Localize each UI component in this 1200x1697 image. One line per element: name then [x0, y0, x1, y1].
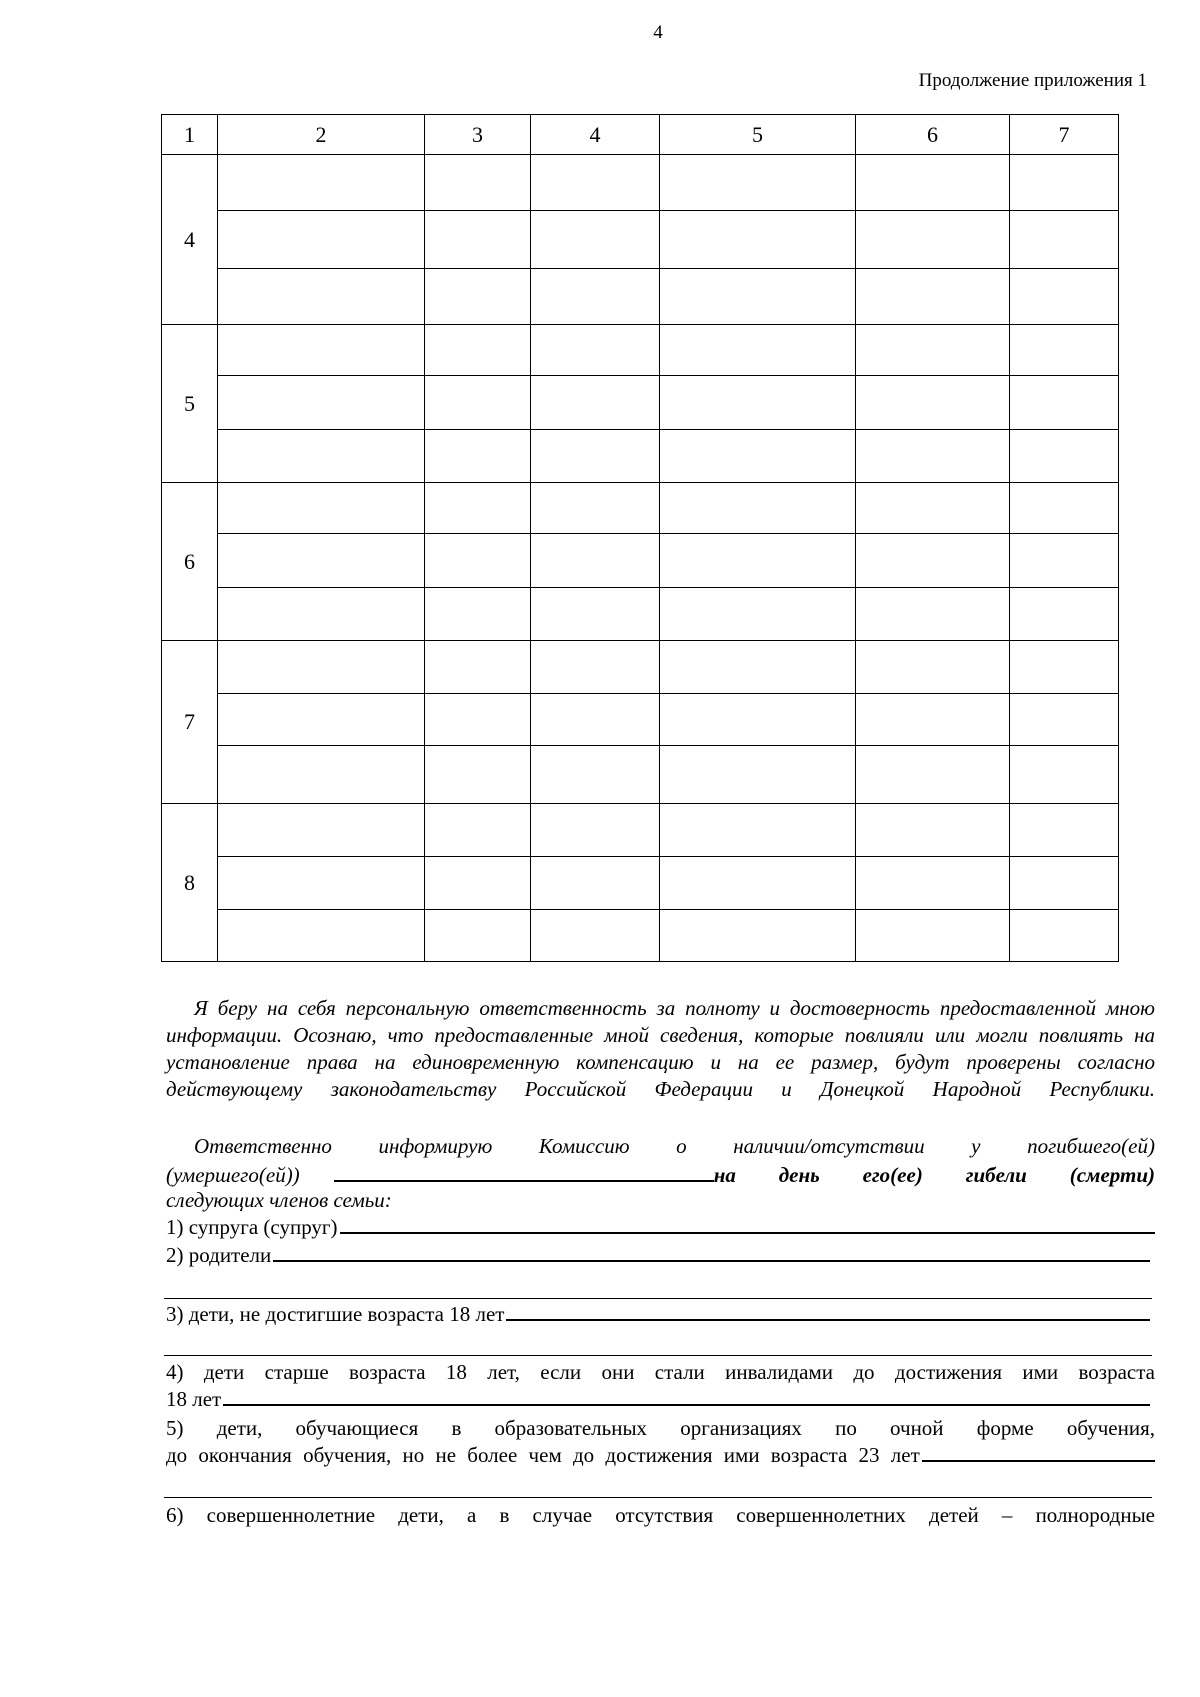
table-cell[interactable] [856, 641, 1010, 694]
table-cell[interactable] [856, 325, 1010, 376]
table-cell[interactable] [856, 430, 1010, 483]
table-cell[interactable] [425, 430, 531, 483]
table-cell[interactable] [1010, 694, 1119, 746]
table-row [162, 746, 1119, 804]
inform-line-1: Ответственно информирую Комиссию о наличии/отсутствии у погибшего(ей) [194, 1134, 1155, 1158]
table-cell[interactable] [425, 211, 531, 269]
table-cell[interactable] [218, 376, 425, 430]
table-cell[interactable] [218, 155, 425, 211]
table-cell[interactable] [856, 483, 1010, 534]
table-cell[interactable] [660, 641, 856, 694]
table-row [162, 211, 1119, 269]
item-3-field[interactable] [506, 1318, 1150, 1321]
item-5-tail: до окончания обучения, но не более чем до достижения ими возраста 23 лет [166, 1443, 920, 1467]
table-cell[interactable] [531, 430, 660, 483]
table-cell[interactable] [660, 483, 856, 534]
table-cell[interactable] [856, 746, 1010, 804]
row-group-label: 8 [162, 804, 218, 962]
table-cell[interactable] [218, 430, 425, 483]
item-2-field[interactable] [273, 1259, 1150, 1262]
table-cell[interactable] [531, 641, 660, 694]
table-cell[interactable] [660, 694, 856, 746]
table-cell[interactable] [218, 269, 425, 325]
table-cell[interactable] [1010, 588, 1119, 641]
table-cell[interactable] [425, 641, 531, 694]
table-cell[interactable] [218, 910, 425, 962]
table-row [162, 804, 1119, 857]
table-cell[interactable] [425, 694, 531, 746]
responsibility-text: Я беру на себя персональную ответственность за полноту и достоверность предоставленной мною информации. Осознаю, что предоставленные мной сведения, которые повлияли или могли повлиять на установление права на единовременную компенсацию и на ее размер, будут проверены согласно действующему законодательству Российской Федерации и Донецкой Народной Республики. [166, 996, 1155, 1101]
table-cell[interactable] [531, 804, 660, 857]
table-cell[interactable] [425, 155, 531, 211]
table-cell[interactable] [425, 269, 531, 325]
table-cell[interactable] [218, 694, 425, 746]
table-cell[interactable] [218, 483, 425, 534]
table-cell[interactable] [218, 641, 425, 694]
table-cell[interactable] [531, 155, 660, 211]
table-cell[interactable] [1010, 430, 1119, 483]
responsibility-paragraph [166, 995, 1155, 1103]
table-cell[interactable] [660, 588, 856, 641]
table-cell[interactable] [660, 269, 856, 325]
table-cell[interactable] [1010, 910, 1119, 962]
table-cell[interactable] [531, 534, 660, 588]
table-cell[interactable] [856, 155, 1010, 211]
table-cell[interactable] [1010, 376, 1119, 430]
table-cell[interactable] [1010, 804, 1119, 857]
item-3-extra-line[interactable] [164, 1355, 1152, 1356]
table-cell[interactable] [531, 588, 660, 641]
inform-bold [714, 1162, 1155, 1189]
table-row [162, 641, 1119, 694]
table-cell[interactable] [1010, 857, 1119, 910]
item-4-field[interactable] [223, 1403, 1150, 1406]
item-3-label: 3) дети, не достигшие возраста 18 лет [166, 1302, 505, 1326]
table-row [162, 534, 1119, 588]
column-header: 4 [531, 115, 660, 155]
table-cell[interactable] [660, 910, 856, 962]
inform-line-2 [166, 1160, 1155, 1189]
table-cell[interactable] [660, 534, 856, 588]
item-2 [166, 1242, 1150, 1269]
table-row [162, 376, 1119, 430]
table-cell[interactable] [1010, 534, 1119, 588]
table-cell[interactable] [531, 746, 660, 804]
table-cell[interactable] [856, 269, 1010, 325]
table-row [162, 694, 1119, 746]
deceased-name-field[interactable] [334, 1160, 714, 1182]
item-3 [166, 1301, 1150, 1328]
table-cell[interactable] [425, 376, 531, 430]
column-header: 1 [162, 115, 218, 155]
table-row [162, 910, 1119, 962]
table-row [162, 325, 1119, 376]
table-cell[interactable] [531, 211, 660, 269]
column-header: 6 [856, 115, 1010, 155]
item-5-field[interactable] [922, 1459, 1155, 1462]
item-5-extra-line[interactable] [164, 1497, 1152, 1498]
column-header: 3 [425, 115, 531, 155]
row-group-label: 6 [162, 483, 218, 641]
table-cell[interactable] [660, 430, 856, 483]
table-cell[interactable] [856, 534, 1010, 588]
table-cell[interactable] [218, 325, 425, 376]
table-cell[interactable] [856, 211, 1010, 269]
item-1 [166, 1214, 1155, 1241]
table-cell[interactable] [218, 211, 425, 269]
table-row [162, 857, 1119, 910]
table-cell[interactable] [425, 804, 531, 857]
table-cell[interactable] [531, 269, 660, 325]
table-cell[interactable] [425, 857, 531, 910]
item-5-line-2 [166, 1442, 1155, 1469]
table-row [162, 588, 1119, 641]
table-cell[interactable] [531, 376, 660, 430]
item-1-label: 1) супруга (супруг) [166, 1215, 338, 1239]
table-cell[interactable] [660, 804, 856, 857]
table-cell[interactable] [856, 857, 1010, 910]
table-cell[interactable] [531, 910, 660, 962]
column-header: 2 [218, 115, 425, 155]
table-row [162, 430, 1119, 483]
inform-line-3: следующих членов семьи: [166, 1188, 392, 1212]
item-2-extra-line[interactable] [164, 1298, 1152, 1299]
table-cell[interactable] [660, 155, 856, 211]
table-cell[interactable] [425, 483, 531, 534]
item-1-field[interactable] [340, 1231, 1155, 1234]
table-cell[interactable] [856, 804, 1010, 857]
row-group-label: 5 [162, 325, 218, 483]
table-cell[interactable] [531, 483, 660, 534]
item-4-tail: 18 лет [166, 1387, 222, 1411]
item-2-label: 2) родители [166, 1243, 272, 1267]
column-header: 7 [1010, 115, 1119, 155]
table-cell[interactable] [425, 325, 531, 376]
item-4-line-2 [166, 1386, 1150, 1413]
item-4-line-1: 4) дети старше возраста 18 лет, если они стали инвалидами до достижения ими возраста [166, 1360, 1155, 1384]
table-cell[interactable] [660, 746, 856, 804]
table-cell[interactable] [425, 534, 531, 588]
table-cell[interactable] [218, 746, 425, 804]
inform-bold-text: на день его(ее) гибели (смерти) [713, 1163, 1155, 1187]
table-cell[interactable] [218, 857, 425, 910]
table-cell[interactable] [218, 534, 425, 588]
table-cell[interactable] [425, 910, 531, 962]
row-group-label: 7 [162, 641, 218, 804]
table-cell[interactable] [531, 694, 660, 746]
table-row [162, 483, 1119, 534]
table-cell[interactable] [1010, 211, 1119, 269]
table-cell[interactable] [660, 211, 856, 269]
table-cell[interactable] [218, 804, 425, 857]
table-cell[interactable] [1010, 483, 1119, 534]
table-cell[interactable] [218, 588, 425, 641]
table-cell[interactable] [660, 325, 856, 376]
row-group-label: 4 [162, 155, 218, 325]
table-cell[interactable] [1010, 746, 1119, 804]
table-cell[interactable] [856, 694, 1010, 746]
table-cell[interactable] [531, 857, 660, 910]
table-cell[interactable] [425, 746, 531, 804]
table-cell[interactable] [1010, 325, 1119, 376]
table-cell[interactable] [1010, 155, 1119, 211]
item-5-line-1: 5) дети, обучающиеся в образовательных организациях по очной форме обучения, [166, 1416, 1155, 1440]
inform-deceased: (умершего(ей)) [166, 1163, 300, 1187]
table-header-row [162, 115, 1119, 155]
table-cell[interactable] [1010, 641, 1119, 694]
page-number: 4 [653, 22, 663, 43]
table-cell[interactable] [1010, 269, 1119, 325]
table-cell[interactable] [856, 588, 1010, 641]
table-cell[interactable] [856, 910, 1010, 962]
table-row [162, 269, 1119, 325]
table-cell[interactable] [660, 376, 856, 430]
column-header: 5 [660, 115, 856, 155]
table-cell[interactable] [531, 325, 660, 376]
family-table [161, 114, 1119, 962]
table-cell[interactable] [425, 588, 531, 641]
item-6-line-1: 6) совершеннолетние дети, а в случае отсутствия совершеннолетних детей – полнородные [166, 1503, 1155, 1527]
table-row [162, 155, 1119, 211]
table-cell[interactable] [856, 376, 1010, 430]
table-cell[interactable] [660, 857, 856, 910]
continuation-label: Продолжение приложения 1 [918, 70, 1147, 91]
